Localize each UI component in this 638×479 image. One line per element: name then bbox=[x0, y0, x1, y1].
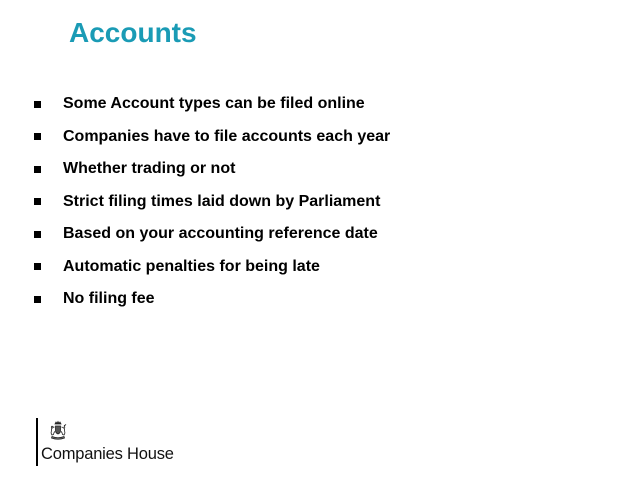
bullet-text: Based on your accounting reference date bbox=[63, 225, 378, 243]
slide-title: Accounts bbox=[69, 17, 197, 48]
square-bullet-icon bbox=[34, 101, 41, 108]
bullet-text: Strict filing times laid down by Parliament bbox=[63, 192, 381, 210]
logo-wordmark: Companies House bbox=[41, 445, 174, 463]
bullet-text: No filing fee bbox=[63, 290, 155, 308]
bullet-item bbox=[30, 153, 390, 186]
bullet-item bbox=[30, 218, 390, 251]
royal-crest-icon bbox=[46, 420, 70, 444]
logo-divider bbox=[36, 418, 38, 466]
square-bullet-icon bbox=[34, 231, 41, 238]
bullet-text: Some Account types can be filed online bbox=[63, 95, 365, 113]
bullet-item bbox=[30, 121, 390, 154]
bullet-item bbox=[30, 88, 390, 121]
bullet-item bbox=[30, 283, 390, 316]
bullet-text: Companies have to file accounts each year bbox=[63, 127, 391, 145]
square-bullet-icon bbox=[34, 296, 41, 303]
bullet-item bbox=[30, 186, 390, 219]
bullet-item bbox=[30, 251, 390, 284]
square-bullet-icon bbox=[34, 263, 41, 270]
companies-house-logo bbox=[36, 418, 196, 468]
square-bullet-icon bbox=[34, 133, 41, 140]
bullet-text: Whether trading or not bbox=[63, 160, 236, 178]
bullet-list bbox=[30, 88, 390, 316]
bullet-text: Automatic penalties for being late bbox=[63, 257, 320, 275]
square-bullet-icon bbox=[34, 198, 41, 205]
square-bullet-icon bbox=[34, 166, 41, 173]
